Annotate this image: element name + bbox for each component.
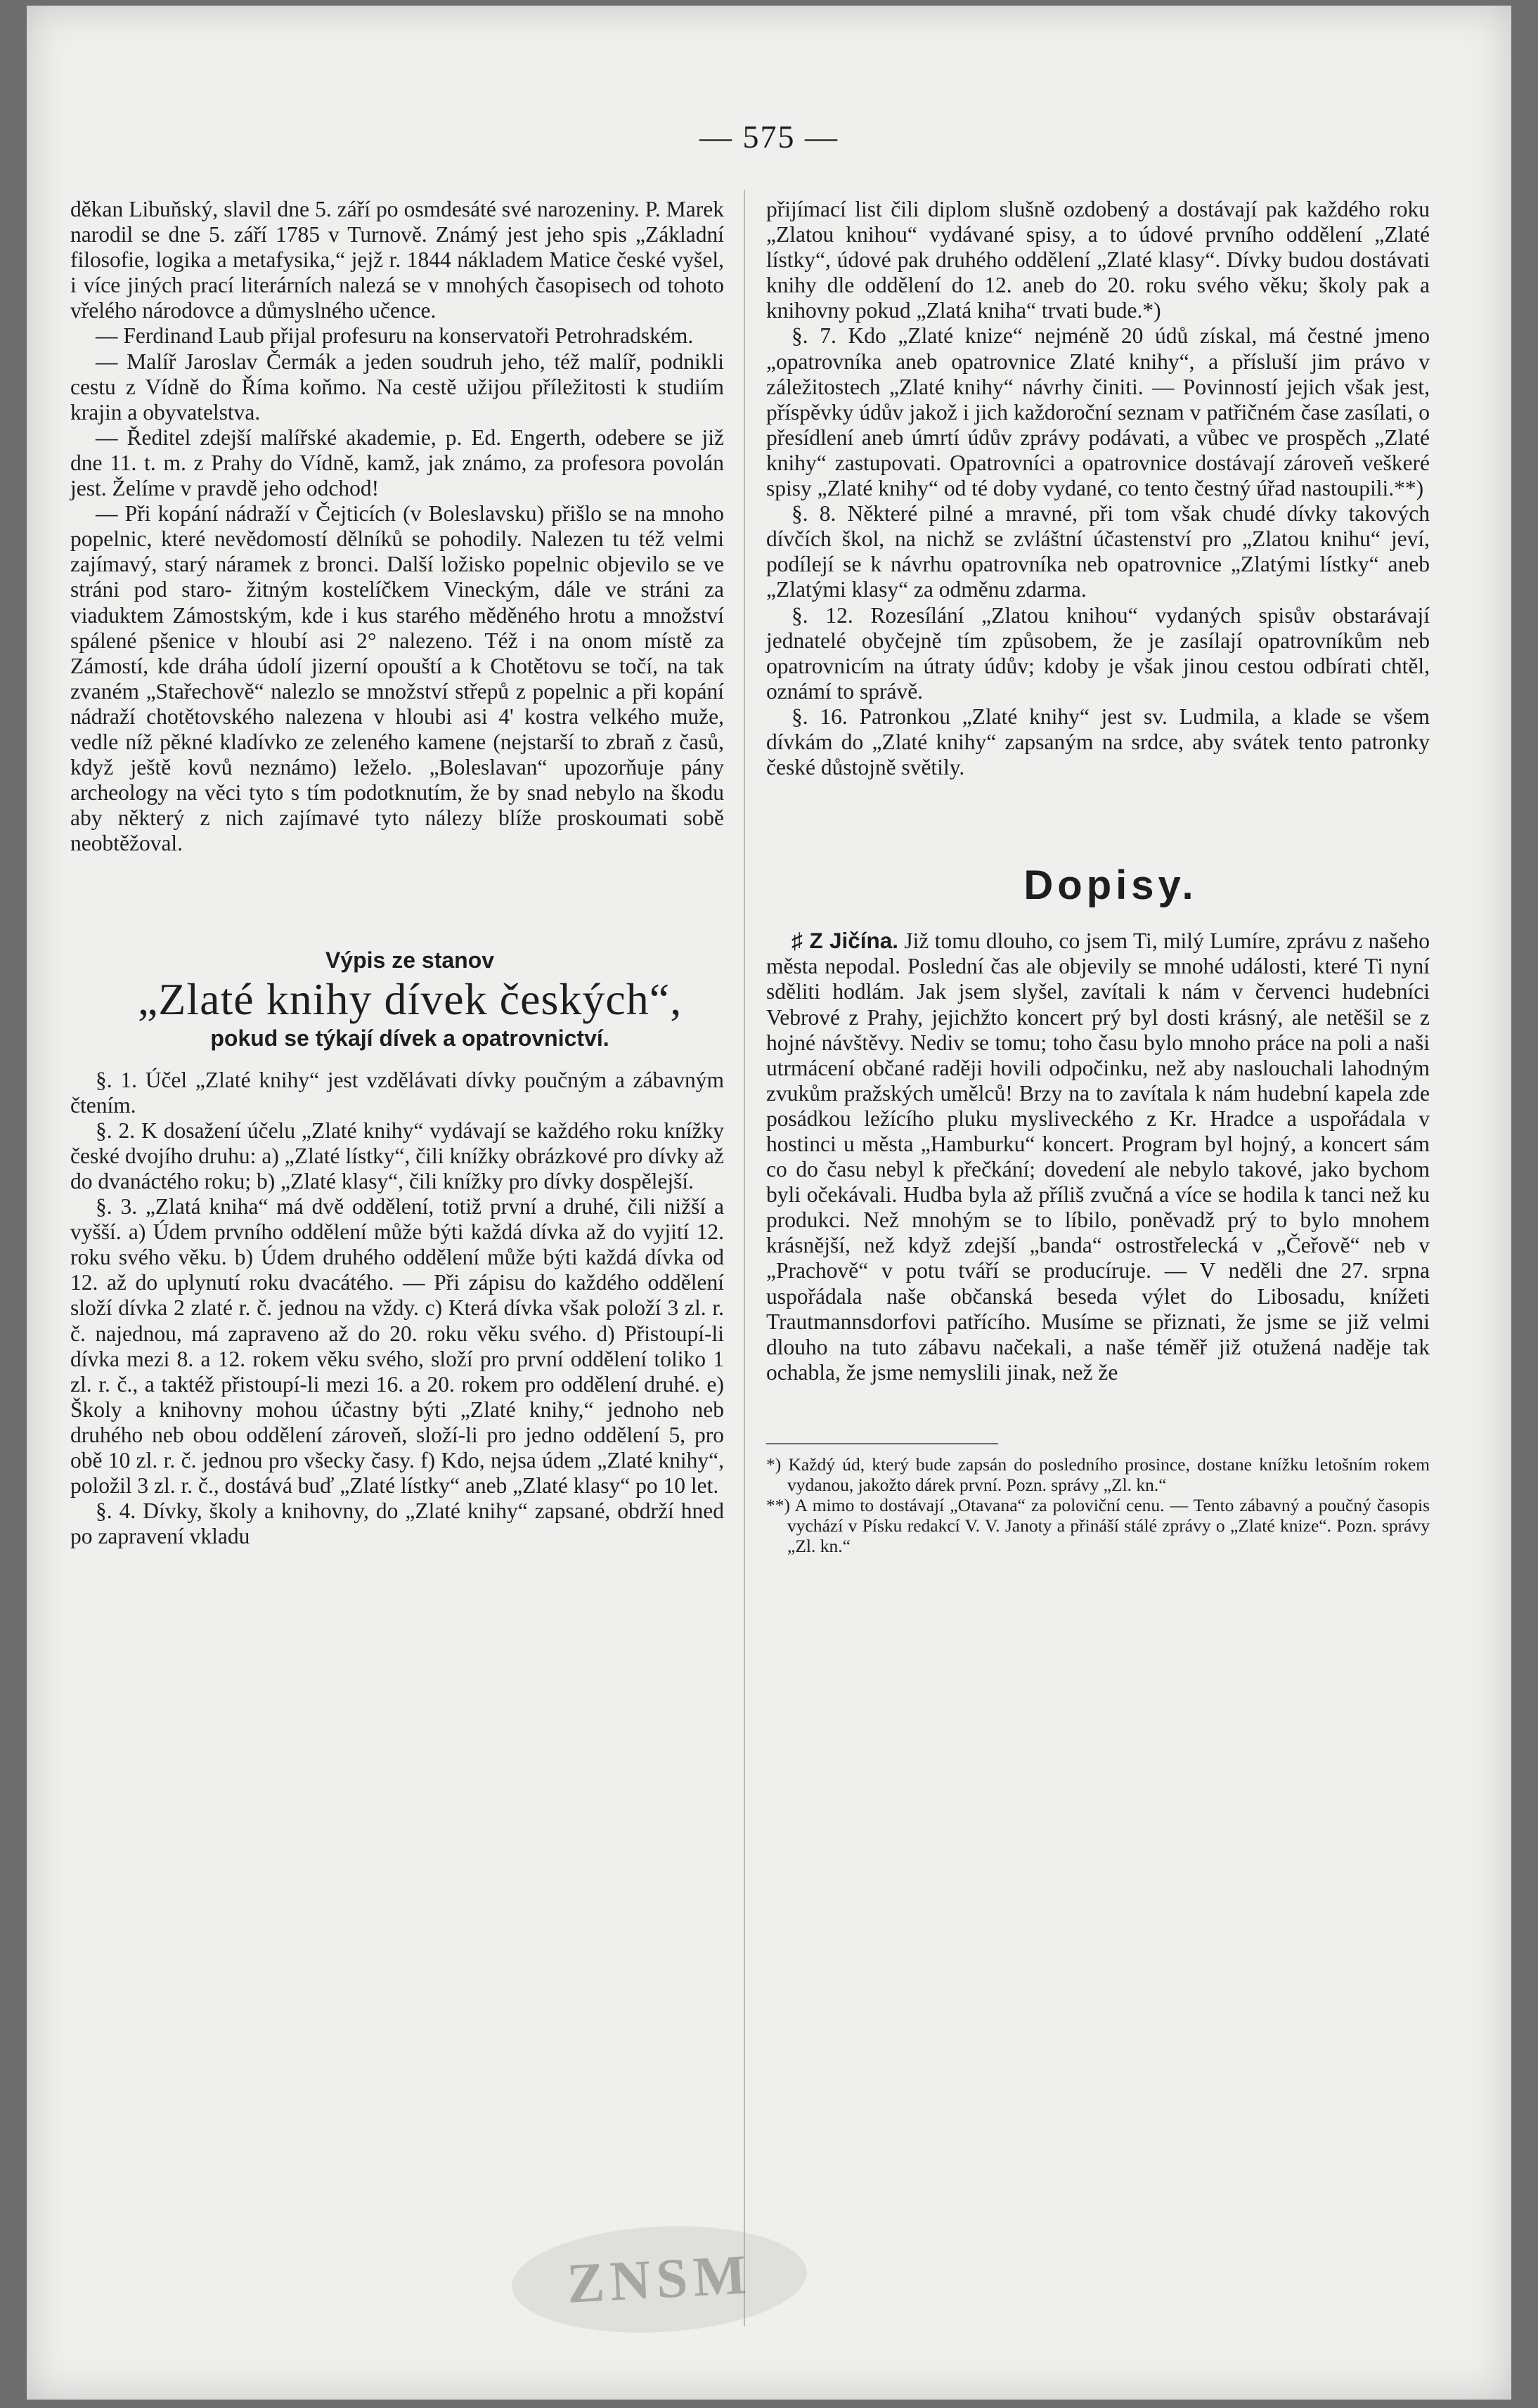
page-number: — 575 — [699, 119, 839, 155]
footnote-1: *) Každý úd, který bude zapsán do posledního prosince, dostane knížku letošním rokem vydanou, jakožto dárek první. Pozn. správy „Zl. kn.“ [766, 1454, 1430, 1495]
stamp-text: ZNSM [565, 2243, 754, 2315]
news-paragraph-cermak: — Malíř Jaroslav Čermák a jeden soudruh jeho, též malíř, podnikli cestu z Vídně do Říma koňmo. Na cestě užijou příležitosti k studiím krajin a obyvatelstva. [70, 349, 724, 425]
left-column [70, 197, 724, 1549]
statute-paragraph-12: §. 12. Rozesílání „Zlatou knihou“ vydaných spisův obstarávají jednatelé obyčejně tím způsobem, že je zasílají opatrovníkům neb opatrovnicím na útraty údův; kdoby je však jinou cestou odbírati chtěl, oznámí to správě. [766, 602, 1430, 704]
news-paragraph-cejtice: — Při kopání nádraží v Čejticích (v Boleslavsku) přišlo se na mnoho popelnic, které nevědomostí dělníků se pohodily. Nalezen tu též velmi zajímavý, starý náramek z bronci. Další ložisko popelnic objevilo se ve stráni pod staro- žitným kostelíčkem Vineckým, dále ve stráni za viaduktem Zámostským, kde i kus starého měděného hrotu a množství spálené pšenice v hloubí asi 2° nalezeno. Též i na onom místě za Zámostí, kde dráha údolí jizerní opouští a k Chotětovu se točí, na tak zvaném „Stařechově“ nalezlo se množství střepů z popelnic a při kopání nádraží chotětovského nalezena v hloubi asi 4' kostra velkého muže, vedle níž pěkné kladívko ze zeleného kamene (nejstarší to zbraň z časů, když ještě kovů neznámo) leželo. „Boleslavan“ upozorňuje pány archeology na věci tyto s tím podotknutím, že by snad nebylo na škodu aby některý z nich zajímavé tyto nálezy blíže proskoumati sobě neobtěžoval. [70, 501, 724, 856]
section-heading-dopisy: Dopisy. [1023, 862, 1198, 909]
letter-jicin [766, 928, 1430, 1385]
news-paragraph-laub: — Ferdinand Laub přijal profesuru na konservatoři Petrohradském. [96, 323, 694, 349]
newspaper-page [27, 6, 1511, 2400]
statute-paragraph-8: §. 8. Některé pilné a mravné, při tom však chudé dívky takových dívčích škol, na nichž se zvláštní účastenství pro „Zlatou knihu“ jeví, podílejí se k návrhu opatrovníka neb opatrovnice „Zlatými lístky“ aneb „Zlatými klasy“ za odměnu zdarma. [766, 501, 1430, 602]
section-heading-title: „Zlaté knihy dívek českých“, [137, 973, 683, 1024]
footnote-rule [766, 1443, 998, 1444]
letter-text: Již tomu dlouho, co jsem Ti, milý Lumíre, zprávu z našeho města nepodal. Poslední čas ale objevily se mnohé události, které Ti nyní sděliti hodlám. Jak jsem slyšel, zavítali k nám v červenci hudebníci Vebrové z Prahy, jejichžto koncert prý byl dosti krásný, ale netěšil se z hojné návštěvy. Nediv se tomu; toho času bylo mnoho práce na poli a naši utrmácení občané raději hovili odpočinku, než aby naslouchali lahodným zvukům pražských umělců! Brzy na to zavítala k nám hudební kapela zde posádkou ležícího pluku mysliveckého z Kr. Hradce a uspořádala v hostinci u města „Hamburku“ koncert. Program byl hojný, a koncert sám co do času nebyl k přečkání; dovedení ale nebylo takové, jako bychom byli očekávali. Hudba byla až příliš zvučná a více se hodila k tanci než ku produkci. Než mnohým se to líbilo, poněvadž prý to bylo mnohem krásnější, než když zdejší „banda“ ostrostřelecká v „Čeřově“ neb v „Prachově“ v potu tváří se producíruje. — V neděli dne 27. srpna uspořádala naše občanská beseda výlet do Libosadu, knížeti Trautmannsdorfovi patřícího. Musíme se přiznati, že jsme se již velmi dlouho na tuto zábavu načekali, a naše téměř již otužená naděje tak ochabla, že jsme nemyslili jinak, než že [766, 928, 1430, 1385]
statute-paragraph-4-continued: přijímací list čili diplom slušně ozdobený a dostávají pak každého roku „Zlatou knihou“ vydávané spisy, a to údové prvního oddělení „Zlaté lístky“, údové pak druhého oddělení „Zlaté klasy“. Dívky budou dostávati knihy dle oddělení do 12. aneb do 20. roku svého věku; školy pak a knihovny pokud „Zlatá kniha“ trvati bude.*) [766, 197, 1430, 323]
statute-paragraph-3: §. 3. „Zlatá kniha“ má dvě oddělení, totiž první a druhé, čili nižší a vyšší. a) Údem prvního oddělení může býti každá dívka až do vyjití 12. roku svého věku. b) Údem druhého oddělení může býti každá dívka od 12. až do uplynutí roku dvacátého. — Při zápisu do každého oddělení složí dívka 2 zlaté r. č. jednou na vždy. c) Která dívka však položí 3 zl. r. č. najednou, má zapraveno až do 20. roku věku svého. d) Přistoupí-li dívka mezi 8. a 12. rokem věku svého, složí pro první oddělení toliko 1 zl. r. č., a taktéž přistoupí-li mezi 16. a 20. rokem pro oddělení druhé. e) Školy a knihovny mohou účastny býti „Zlaté knihy,“ jednoho neb druhého neb obou oddělení zároveň, složí-li pro jedno oddělení 5, pro obě 10 zl. r. č. jednou pro všecky časy. f) Kdo, nejsa údem „Zlaté knihy“, položil 3 zl. r. č., dostává buď „Zlaté lístky“ aneb „Zlaté klasy“ po 10 let. [70, 1194, 724, 1498]
statute-paragraph-16: §. 16. Patronkou „Zlaté knihy“ jest sv. Ludmila, a klade se všem dívkám do „Zlaté knihy“ zapsaným na srdce, aby svátek tento patronky české důstojně světily. [766, 704, 1430, 780]
news-paragraph-marek: děkan Libuňský, slavil dne 5. září po osmdesáté své narozeniny. P. Marek narodil se dne 5. září 1785 v Turnově. Známý jest jeho spis „Základní filosofie, logika a metafysika,“ jejž r. 1844 nákladem Matice české vyšel, i více jiných prací literárních nalezá se v mnohých časopisech od tohoto vřelého národovce a důmyslného učence. [70, 197, 724, 323]
section-heading-subtitle: pokud se týkají dívek a opatrovnictví. [210, 1025, 609, 1051]
statute-paragraph-1: §. 1. Účel „Zlaté knihy“ jest vzdělávati dívky poučným a zábavným čtením. [70, 1067, 724, 1118]
statute-paragraph-2: §. 2. K dosažení účelu „Zlaté knihy“ vydávají se každého roku knížky české dvojího druhu: a) „Zlaté lístky“, čili knížky obrázkové pro dívky až do dvanáctého roku; b) „Zlaté klasy“, čili knížky pro dívky dospělejší. [70, 1118, 724, 1193]
section-heading-small: Výpis ze stanov [325, 947, 495, 973]
column-divider [744, 190, 745, 2326]
statute-paragraph-4: §. 4. Dívky, školy a knihovny, do „Zlaté knihy“ zapsané, obdrží hned po zapravení vkladu [70, 1498, 724, 1549]
statute-paragraph-7: §. 7. Kdo „Zlaté knize“ nejméně 20 údů získal, má čestné jmeno „opatrovníka aneb opatrovnice Zlaté knihy“, a přísluší jim právo v záležitostech „Zlaté knihy“ návrhy činiti. — Povinností jejich však jest, příspěvky údův jakož i jich každoroční seznam v patřičném čase zasílati, o přesídlení aneb úmrtí údův zprávy podávati, a vůbec ve prospěch „Zlaté knihy“ zastupovati. Opatrovníci a opatrovnice dostávají zároveň veškeré spisy „Zlaté knihy“ od té doby vydané, co tento čestný úřad nastoupili.**) [766, 323, 1430, 501]
library-stamp [509, 2219, 809, 2340]
right-column [766, 197, 1430, 1556]
letter-place: ♯ Z Jičína. [791, 928, 898, 954]
footnote-2: **) A mimo to dostávají „Otavana“ za poloviční cenu. — Tento zábavný a poučný časopis vychází v Písku redakcí V. V. Janoty a přináší stálé zprávy o „Zlaté knize“. Pozn. správy „Zl. kn.“ [766, 1494, 1430, 1556]
news-paragraph-engerth: — Ředitel zdejší malířské akademie, p. Ed. Engerth, odebere se již dne 11. t. m. z Prahy do Vídně, kamž, jak známo, za profesora povolán jest. Želíme v pravdě jeho odchod! [70, 425, 724, 501]
footnotes [766, 1443, 1430, 1556]
